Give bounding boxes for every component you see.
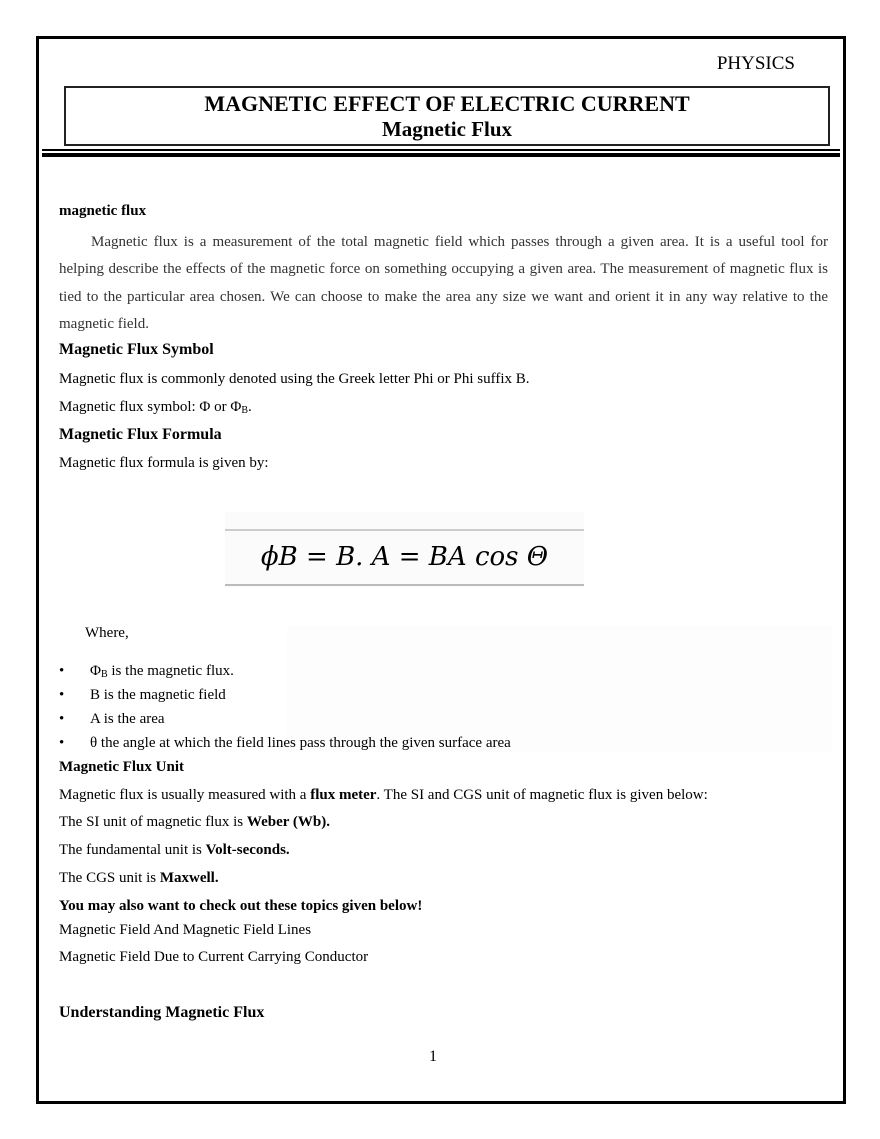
symbol-suffix: . [248, 399, 252, 415]
bullet-icon: • [59, 711, 65, 727]
bullet-icon: • [59, 687, 65, 703]
text: . The SI and CGS unit of magnetic flux is given below: [376, 787, 708, 803]
emphasis: flux meter [310, 787, 377, 803]
bullet-text: θ the angle at which the field lines pass through the given surface area [90, 735, 511, 751]
unit-heading: Magnetic Flux Unit [59, 759, 184, 775]
bullet-icon: • [59, 735, 65, 751]
symbol-line-2 [59, 399, 252, 416]
symbol-text: Magnetic flux symbol: Φ or Φ [59, 399, 242, 415]
header-rule-thick [42, 153, 840, 157]
bullet-text: A is the area [90, 711, 165, 727]
section-heading-magnetic-flux: magnetic flux [59, 203, 147, 219]
text: The CGS unit is [59, 870, 160, 886]
emphasis: Maxwell. [159, 870, 219, 886]
text: Magnetic flux is usually measured with a [59, 787, 311, 803]
formula-bottom-rule [225, 584, 584, 586]
formula-image [225, 512, 584, 588]
page-subtitle: Magnetic Flux [381, 117, 513, 141]
understanding-heading: Understanding Magnetic Flux [59, 1004, 265, 1021]
intro-text: Magnetic flux is a measurement of the total magnetic field which passes through a given area. It is a useful tool for helping describe the effects of the magnetic force on something occupying a given area. The measurement of magnetic flux is tied to the particular area chosen. We can choose to make the area any size we want and orient it in any way relative to the magnetic field. [59, 234, 828, 332]
unit-line-2 [59, 814, 330, 831]
subject-label: PHYSICS [716, 53, 795, 74]
unit-line-3 [59, 842, 290, 859]
page-number: 1 [429, 1048, 437, 1065]
bullet-subscript: B [100, 669, 108, 680]
formula-top-rule [225, 529, 584, 531]
faint-background-block [287, 626, 832, 752]
bullet-text: is the magnetic flux. [107, 663, 234, 679]
bullet-text: B is the magnetic field [90, 687, 226, 703]
formula-intro: Magnetic flux formula is given by: [59, 455, 269, 471]
unit-line-1 [59, 787, 708, 804]
bullet-prefix: Φ [90, 663, 101, 679]
formula-equation: ϕB = B. A = BA cos Θ [260, 542, 549, 572]
text: The fundamental unit is [59, 842, 206, 858]
related-link[interactable]: Magnetic Field Due to Current Carrying Conductor [59, 949, 369, 965]
bullet-icon: • [59, 663, 65, 679]
intro-paragraph [59, 229, 828, 338]
where-label: Where, [85, 625, 129, 641]
symbol-subscript: B [241, 405, 248, 416]
list-item [59, 735, 511, 752]
related-link[interactable]: Magnetic Field And Magnetic Field Lines [59, 922, 312, 938]
text: The SI unit of magnetic flux is [59, 814, 247, 830]
unit-line-4 [59, 870, 219, 887]
list-item [59, 711, 165, 728]
header-rule [42, 149, 840, 151]
title-box [64, 86, 830, 146]
page-title: MAGNETIC EFFECT OF ELECTRIC CURRENT [204, 91, 690, 116]
list-item [59, 687, 226, 704]
list-item [59, 663, 234, 680]
related-heading: You may also want to check out these topics given below! [59, 898, 423, 914]
formula-heading: Magnetic Flux Formula [59, 426, 222, 443]
emphasis: Volt-seconds. [205, 842, 290, 858]
symbol-heading: Magnetic Flux Symbol [59, 341, 214, 358]
emphasis: Weber (Wb). [246, 814, 330, 830]
symbol-line-1: Magnetic flux is commonly denoted using the Greek letter Phi or Phi suffix B. [59, 371, 530, 387]
